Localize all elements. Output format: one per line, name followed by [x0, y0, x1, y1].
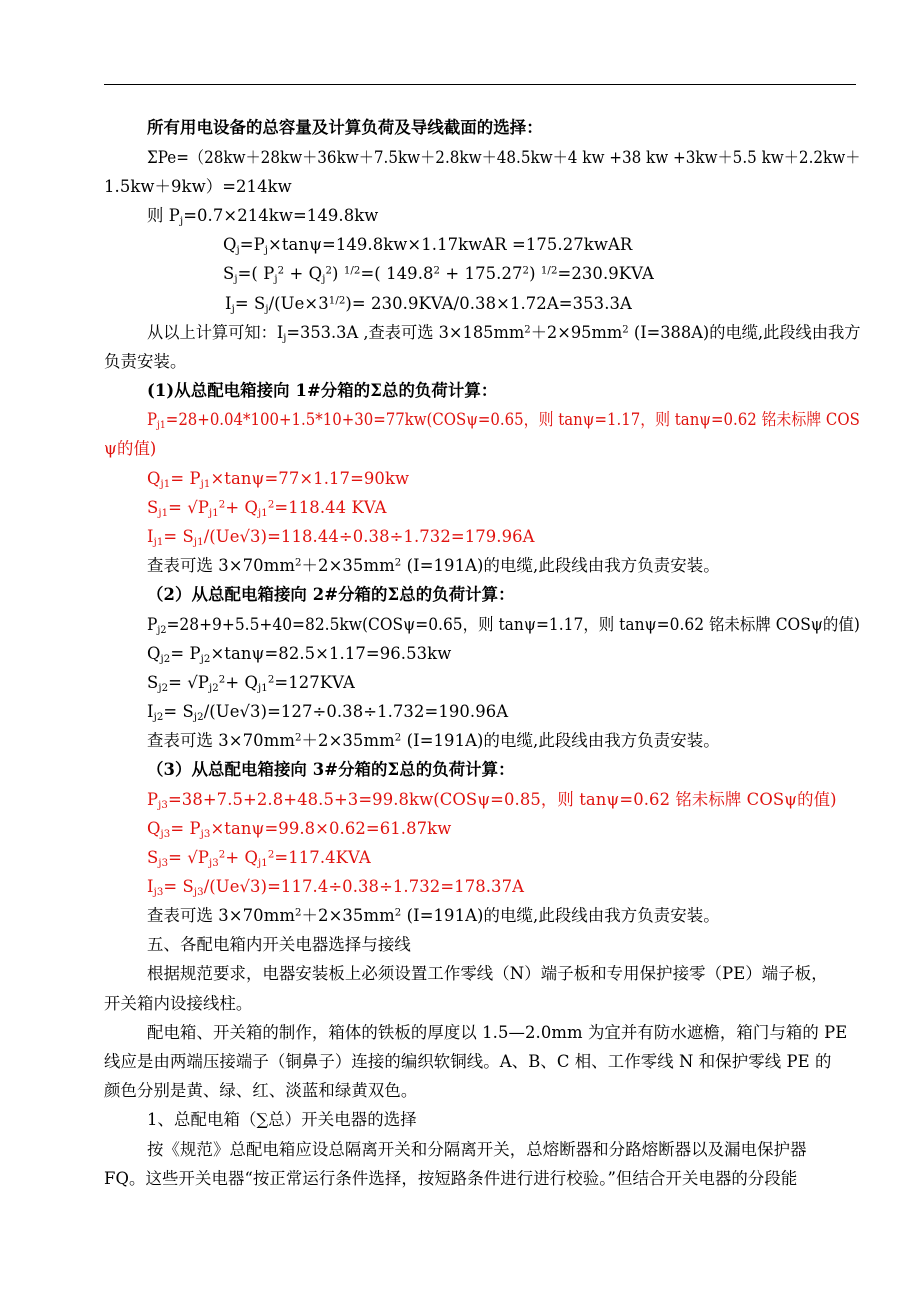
section-heading-total-load: 所有用电设备的总容量及计算负荷及导线截面的选择：: [147, 118, 543, 137]
formula-qj1: $Q_{j1}= P_{j1}\times\tan\psi=77\times 1.17=90kw$: [147, 469, 410, 490]
formula-sum-pe: ΣPe=（28kw＋28kw＋36kw＋7.5kw＋2.8kw＋48.5kw＋4 kw +38 kw +3kw＋5.5 kw＋2.2kw＋: [147, 148, 861, 167]
formula-pj1: $P_{j1}=28+0.04*100+1.5*10+30=77kw(COS\psi=0.65$，则 tanψ=1.17，则 tanψ=0.62 铭未标牌 COS: [147, 410, 860, 431]
paragraph-spec-requirement-cont: 开关箱内设接线柱。: [104, 994, 253, 1013]
conclusion-box3-cable: 查表可选 $3\times 70mm^2+2\times 35mm^2$ (I=191A)的电缆,此段线由我方负责安装。: [147, 906, 720, 925]
subsection-heading-main-box: 1、总配电箱（∑总）开关电器的选择: [147, 1110, 417, 1129]
conclusion-box1-cable: 查表可选 $3\times 70mm^2+2\times 35mm^2$ (I=191A)的电缆,此段线由我方负责安装。: [147, 556, 720, 575]
formula-ij1: $I_{j1}= S_{j1}/(Ue√3)=118.44\div 0.38\div 1.732=179.96A$: [147, 527, 535, 548]
paragraph-spec-requirement: 根据规范要求，电器安装板上必须设置工作零线（N）端子板和专用保护接零（PE）端子板，: [147, 964, 828, 983]
header-rule: [104, 84, 856, 85]
section-heading-box2: （2）从总配电箱接向 2#分箱的Σ总的负荷计算：: [147, 585, 515, 604]
paragraph-regulation-cont: FQ。这些开关电器“按正常运行条件选择，按短路条件进行进行校验。”但结合开关电器的分段能: [104, 1169, 798, 1188]
section-heading-box3: （3）从总配电箱接向 3#分箱的Σ总的负荷计算：: [147, 760, 515, 779]
formula-pj1-cont: ψ的值): [104, 439, 157, 458]
paragraph-box-making-cont1: 线应是由两端压接端子（铜鼻子）连接的编织软铜线。A、B、C 相、工作零线 N 和保护零线 PE 的: [104, 1052, 832, 1071]
paragraph-box-making-cont2: 颜色分别是黄、绿、红、淡蓝和绿黄双色。: [104, 1081, 418, 1100]
formula-sj3: $S_{j3}= √P_{j3}^2+ Q_{j1}^2=117.4KVA$: [147, 848, 371, 869]
formula-sj: $S_j=$( $P_j^2 + Q_j^2$) $^{1/2}$=( $149.8^2 + 175.27^2$) $^{1/2}$=230.9KVA: [223, 264, 654, 285]
conclusion-box2-cable: 查表可选 $3\times 70mm^2+2\times 35mm^2$ (I=191A)的电缆,此段线由我方负责安装。: [147, 731, 720, 750]
paragraph-box-making: 配电箱、开关箱的制作，箱体的铁板的厚度以 1.5—2.0mm 为宜并有防水遮檐，箱门与箱的 PE: [147, 1023, 848, 1042]
formula-ij: $I_j= S_j/(Ue\times 3^{1/2})= 230.9KVA/0.38\times 1.72A=353.3A$: [225, 294, 632, 315]
formula-ij3: $I_{j3}= S_{j3}/(Ue√3)=117.4\div 0.38\div 1.732=178.37A$: [147, 877, 525, 898]
conclusion-main-cable-cont: 负责安装。: [104, 352, 187, 371]
formula-qj3: $Q_{j3}= P_{j3}\times\tan\psi=99.8\times 0.62=61.87kw$: [147, 819, 452, 840]
section-heading-five: 五、各配电箱内开关电器选择与接线: [147, 935, 411, 954]
section-heading-box1: (1)从总配电箱接向 1#分箱的Σ总的负荷计算：: [147, 381, 498, 400]
formula-pj: 则 $P_j=0.7\times 214kw=149.8kw$: [147, 206, 379, 227]
paragraph-regulation: 按《规范》总配电箱应设总隔离开关和分隔离开关，总熔断器和分路熔断器以及漏电保护器: [147, 1140, 807, 1159]
formula-sj2: $S_{j2}= √P_{j2}^2+ Q_{j1}^2=127KVA$: [147, 673, 355, 694]
conclusion-main-cable: 从以上计算可知：$I_j=353.3A$ ,查表可选 $3\times 185mm^2+2\times 95mm^2$ (I=388A)的电缆,此段线由我方: [147, 323, 861, 344]
formula-qj: $Q_j=P_j\times\tan\psi=149.8kw\times 1.17kwAR$ =175.27kwAR: [223, 235, 633, 256]
formula-pj3: $P_{j3}=38+7.5+2.8+48.5+3=99.8kw(COS\psi=0.85$，则 tanψ=0.62 铭未标牌 COSψ的值): [147, 790, 837, 811]
formula-pj2: $P_{j2}=28+9+5.5+40=82.5kw(COS\psi=0.65$，则 tanψ=1.17，则 tanψ=0.62 铭未标牌 COSψ的值): [147, 615, 860, 636]
formula-sum-pe-cont: 1.5kw＋9kw）=214kw: [104, 177, 292, 196]
formula-qj2: $Q_{j2}= P_{j2}\times\tan\psi=82.5\times 1.17=96.53kw$: [147, 644, 452, 665]
formula-ij2: $I_{j2}= S_{j2}/(Ue√3)=127\div 0.38\div 1.732=190.96A$: [147, 702, 509, 723]
formula-sj1: $S_{j1}= √P_{j1}^2+ Q_{j1}^2=118.44$ KVA: [147, 498, 387, 519]
